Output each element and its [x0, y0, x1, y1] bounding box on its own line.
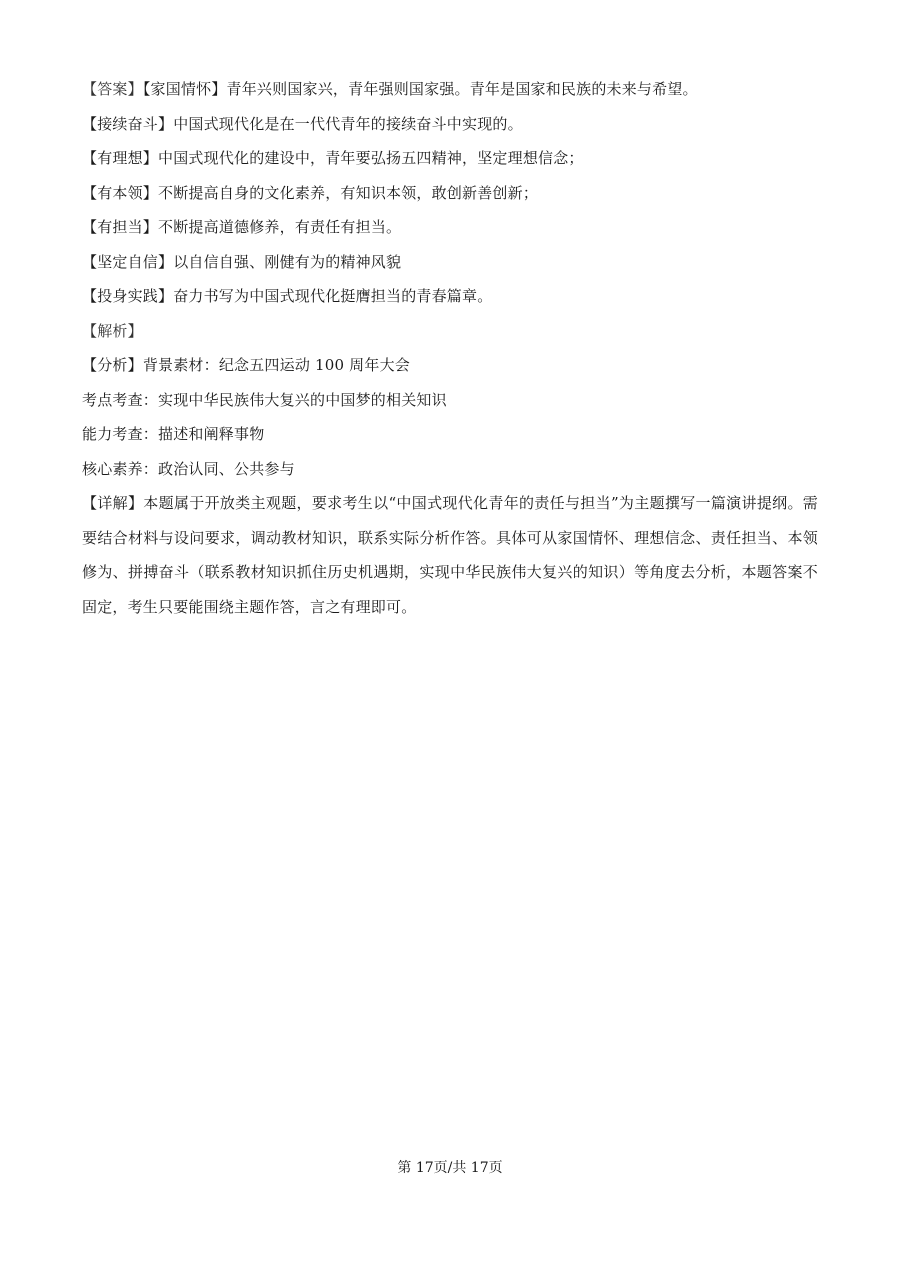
answer-item-text: 青年兴则国家兴，青年强则国家强。青年是国家和民族的未来与希望。 [226, 80, 698, 98]
answer-line-3 [82, 141, 822, 176]
detail-label: 【详解】 [82, 494, 144, 512]
answer-line-5 [82, 210, 822, 245]
answer-line-7 [82, 279, 822, 314]
answer-item-label: 【坚定自信】 [82, 252, 174, 271]
analysis-detail-paragraph [82, 486, 818, 624]
answer-item-label: 【接续奋斗】 [82, 114, 174, 133]
answer-item-label: 【有担当】 [82, 218, 159, 236]
answer-tag: 【答案】 [82, 80, 143, 98]
detail-text: 本题属于开放类主观题，要求考生以“中国式现代化青年的责任与担当”为主题撰写一篇演讲提纲。需要结合材料与设问要求，调动教材知识，联系实际分析作答。具体可从家国情怀、理想信念、责任担当、本领修为、拼搏奋斗（联系教材知识抓住历史机遇期，实现中华民族伟大复兴的知识）等角度去分析，本题答案不固定，考生只要能围绕主题作答，言之有理即可。 [82, 494, 818, 616]
fenxi-label: 【分析】 [82, 356, 143, 374]
answer-item-label: 【有本领】 [82, 183, 159, 202]
analysis-fenxi-line [82, 348, 822, 383]
answer-item-text: 不断提高道德修养，有责任有担当。 [158, 218, 402, 236]
document-content [82, 72, 822, 624]
answer-item-text: 奋力书写为中国式现代化挺膺担当的青春篇章。 [173, 287, 493, 305]
analysis-kaodian-line: 考点考查：实现中华民族伟大复兴的中国梦的相关知识 [82, 390, 447, 409]
page-footer: 第 17页/共 17页 [397, 1160, 503, 1176]
answer-line-6 [82, 245, 822, 280]
analysis-suyang-line: 核心素养：政治认同、公共参与 [82, 459, 295, 478]
answer-item-text: 不断提高自身的文化素养，有知识本领，敢创新善创新； [158, 183, 539, 202]
answer-item-text: 中国式现代化的建设中，青年要弘扬五四精神，坚定理想信念； [158, 149, 584, 167]
analysis-heading [82, 314, 822, 349]
analysis-tag: 【解析】 [82, 321, 143, 340]
fenxi-text: 背景素材：纪念五四运动 100 周年大会 [142, 356, 410, 374]
answer-line-2 [82, 107, 822, 142]
answer-item-label: 【投身实践】 [82, 287, 174, 305]
answer-item-text: 以自信自强、刚健有为的精神风貌 [173, 252, 402, 271]
answer-line-1 [82, 72, 822, 107]
answer-item-text: 中国式现代化是在一代代青年的接续奋斗中实现的。 [173, 114, 523, 133]
answer-line-4 [82, 176, 822, 211]
answer-item-label: 【有理想】 [82, 149, 159, 167]
answer-item-label: 【家国情怀】 [142, 80, 227, 98]
analysis-nengli-line: 能力考查：描述和阐释事物 [82, 425, 265, 443]
